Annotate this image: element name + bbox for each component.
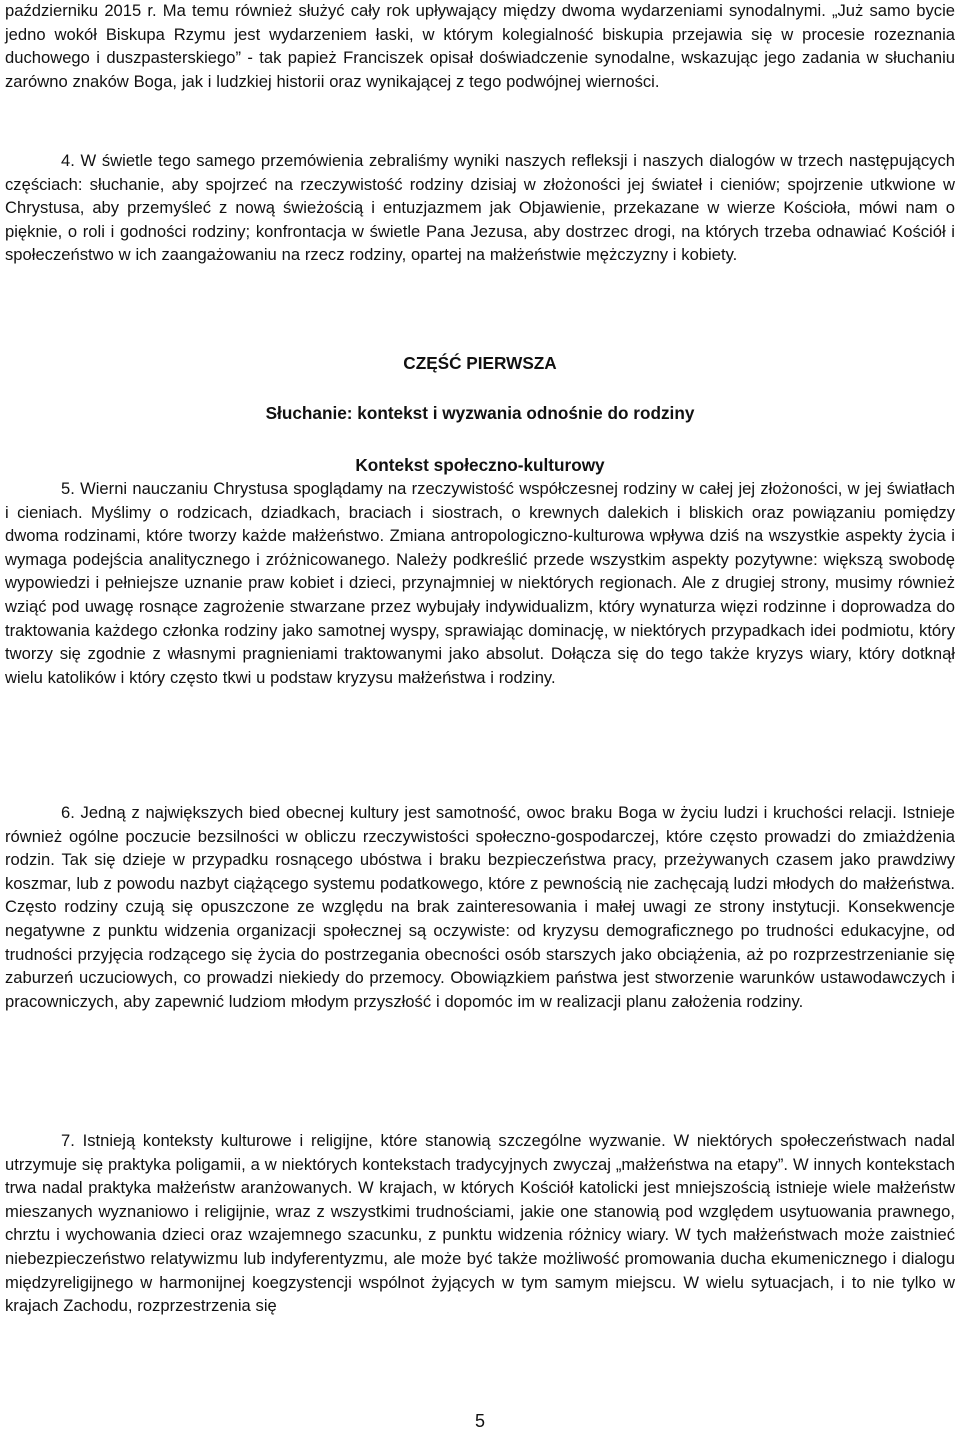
paragraph-7: 7. Istnieją konteksty kulturowe i religijne, które stanowią szczególne wyzwanie. W niektórych społeczeństwach nadal utrzymuje się praktyka poligamii, a w niektórych kontekstach tradycyjnych zwyczaj „małżeństwa na etapy”. W innych kontekstach trwa nadal praktyka małżeństw aranżowanych. W krajach, w których Kościół katolicki jest mniejszością istnieje wiele małżeństw mieszanych wyznaniowo i religijnie, wraz z wszystkimi trudnościami, jakie one stanowią pod względem usytuowania prawnego, chrztu i wychowania dzieci oraz wzajemnego szacunku, z punktu widzenia różnicy wiary. W tych małżeństwach może zaistnieć niebezpieczeństwo relatywizmu lub indyferentyzmu, ale może być także możliwość promowania ducha ekumenicznego i dialogu międzyreligijnego w harmonijnej koegzystencji wspólnot żyjących w tym samym miejscu. W wielu sytuacjach, i to nie tylko w krajach Zachodu, rozprzestrzenia się <box>5 1131 955 1316</box>
paragraph-5: 5. Wierni nauczaniu Chrystusa spoglądamy na rzeczywistość współczesnej rodziny w całej jej złożoności, w jej światłach i cieniach. Myślimy o rodzicach, dziadkach, braciach i siostrach, o krewnych dalekich i bliskich oraz powiązaniu pomiędzy dwoma rodzinami, które tworzy każde małżeństwo. Zmiana antropologiczno-kulturowa wpływa dziś na wszystkie aspekty życia i wymaga podejścia analitycznego i zróżnicowanego. Należy podkreślić przede wszystkim aspekty pozytywne: większą swobodę wypowiedzi i pełniejsze uznanie praw kobiet i dzieci, przynajmniej w niektórych regionach. Ale z drugiej strony, musimy również wziąć pod uwagę rosnące zagrożenie stwarzane przez wybujały indywidualizm, który wynaturza więzi rodzinne i doprowadza do traktowania każdego członka rodziny jako samotnej wyspy, sprawiając dominację, w niektórych przypadkach idei podmiotu, który tworzy się zgodnie z własnymi pragnieniami traktowanymi jako absolut. Dołącza się do tego także kryzys wiary, który dotknął wielu katolików i który często tkwi u podstaw kryzysu małżeństwa i rodziny. <box>5 479 955 687</box>
section-heading: Słuchanie: kontekst i wyzwania odnośnie do rodziny <box>265 403 695 423</box>
paragraph-6: 6. Jedną z największych bied obecnej kultury jest samotność, owoc braku Boga w życiu ludzi i kruchości relacji. Istnieje również ogólne poczucie bezsilności w obliczu rzeczywistości społeczno-gospodarczej, które często prowadzi do zmiażdżenia rodzin. Tak się dzieje w przypadku rosnącego ubóstwa i braku bezpieczeństwa pracy, przeżywanych czasem jako prawdziwy koszmar, lub z powodu nazbyt ciążącego systemu podatkowego, które z pewnością nie zachęcają ludzi młodych do małżeństwa. Często rodziny czują się opuszczone ze względu na brak zainteresowania i małej uwagi ze strony instytucji. Konsekwencje negatywne z punktu widzenia organizacji społecznej są oczywiste: od kryzysu demograficznego po trudności edukacyjne, od trudności przyjęcia rodzącego się życia do postrzegania obecności osób starszych jako obciążenia, aż po rozprzestrzenianie się zaburzeń uczuciowych, co prowadzi niekiedy do przemocy. Obowiązkiem państwa jest stworzenie warunków ustawodawczych i pracowniczych, aby zapewnić ludziom młodym przyszłość i dopomóc im w realizacji planu założenia rodziny. <box>5 803 955 1011</box>
page-number: 5 <box>474 1411 485 1431</box>
intro-paragraph: październiku 2015 r. Ma temu również służyć cały rok upływający między dwoma wydarzeniami synodalnymi. „Już samo bycie jedno wokół Biskupa Rzymu jest wydarzeniem łaski, w którym kolegialność biskupia przejawia się w procesie rozeznania duchowego i duszpasterskiego” - tak papież Franciszek opisał doświadczenie synodalne, wskazując jego zadania w słuchaniu zarówno znaków Boga, jak i ludzkiej historii oraz wynikającej z tego podwójnej wierności. <box>5 1 955 91</box>
paragraph-4: 4. W świetle tego samego przemówienia zebraliśmy wyniki naszych refleksji i naszych dialogów w trzech następujących częściach: słuchanie, aby spojrzeć na rzeczywistość rodziny dzisiaj w złożoności jej świateł i cieniów; spojrzenie utkwione w Chrystusa, aby przemyśleć z nową świeżością i entuzjazmem jak Objawienie, przekazane w wierze Kościoła, mówi nam o pięknie, o roli i godności rodziny; konfrontacja w świetle Pana Jezusa, aby dostrzec drogi, na których trzeba odnawiać Kościół i społeczeństwo w ich zaangażowaniu na rzecz rodziny, opartej na małżeństwie mężczyzny i kobiety. <box>5 151 955 265</box>
part-heading: CZĘŚĆ PIERWSZA <box>403 353 557 373</box>
subsection-heading: Kontekst społeczno-kulturowy <box>355 455 605 475</box>
